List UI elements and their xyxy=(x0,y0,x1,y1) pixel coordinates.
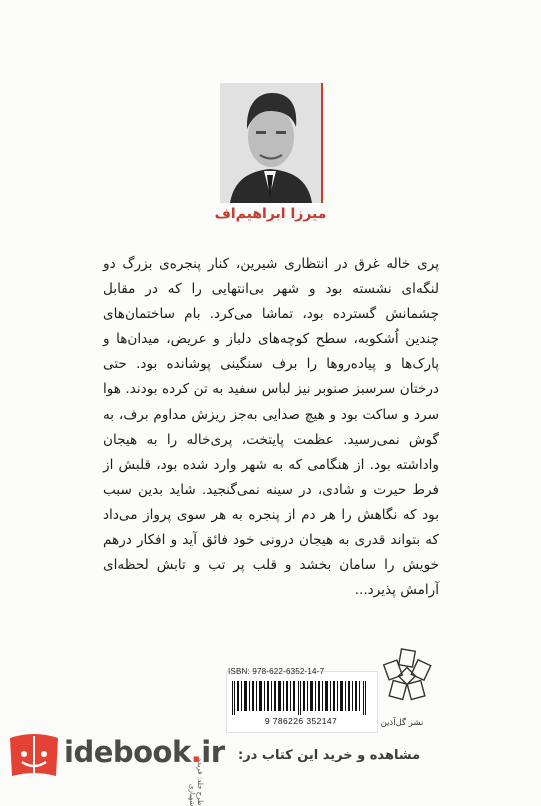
author-name: میرزا ابراهیم‌اف xyxy=(214,206,327,222)
barcode-number: 9 786226 352147 xyxy=(264,716,338,726)
cover-designer-credit: طرح جلد: فریده شهبازی xyxy=(188,758,204,806)
excerpt-paragraph: پری خاله غرق در انتظاری شیرین، کنار پنجره‌ی بزرگ دو لنگه‌ای نشسته بود و شهر بی‌انتهایی را که در مقابل چشمانش گسترده بود، تماشا می‌کرد. بام ساختمان‌های چندین اُشکوبه، سطح کوچه‌های دلباز و عریض، میدان‌ها و پارک‌ها و پیاده‌روها را برف سنگینی پوشانده بود. حتی درختان سرسبز صنوبر نیز لباس سفید به تن کرده بودند. هوا سرد و ساکت بود و هیچ صدایی به‌جز ریزش مداوم برف، به گوش نمی‌رسید. عظمت پایتخت، پری‌خاله را به هیجان واداشته بود. از هنگامی که به شهر وارد شده بود، قلبش از فرط حیرت و شادی، در سینه نمی‌گنجید. شاید بدین سبب بود که نگاهش را هر دم از پنجره به هر سوی پرواز می‌داد که بتواند قدری به هیجان درونی خود فائق آید و افکار درهم خویش را سامان بخشد و قلب پر تب و تابش لحظه‌ای آرامش پذیرد... xyxy=(103,256,439,599)
brand-main: idebook xyxy=(64,735,191,769)
barcode xyxy=(230,681,372,715)
watermark-text: مشاهده و خرید این کتاب در: xyxy=(238,748,421,763)
brand-dot: . xyxy=(190,735,202,769)
idebook-logo-icon xyxy=(6,730,62,782)
brand-tld: ir xyxy=(201,735,225,769)
isbn-label: ISBN: 978-622-6352-14-7 xyxy=(228,667,325,676)
publisher-name: نشر گل‌آذین xyxy=(380,718,424,728)
publisher-logo-icon xyxy=(382,648,432,714)
back-cover-text xyxy=(103,252,439,603)
author-photo xyxy=(220,83,323,203)
watermark-banner[interactable] xyxy=(0,722,541,792)
idebook-brand[interactable] xyxy=(64,735,225,769)
